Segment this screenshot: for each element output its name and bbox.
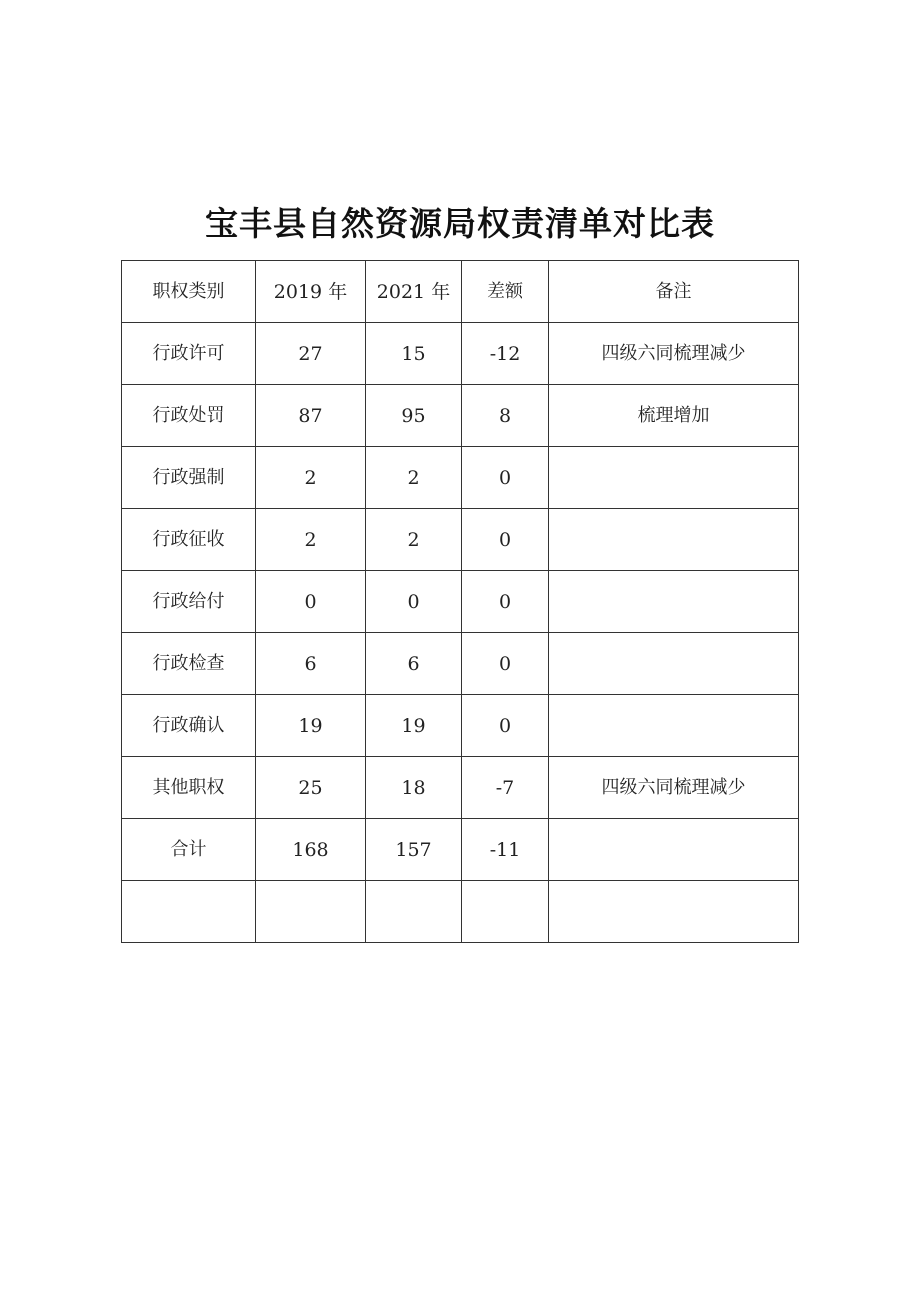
total-label-cell: 合计 bbox=[122, 819, 256, 881]
difference-cell: 0 bbox=[462, 695, 549, 757]
header-category: 职权类别 bbox=[122, 261, 256, 323]
value-2019-cell: 87 bbox=[256, 385, 366, 447]
table-row bbox=[122, 509, 799, 571]
remarks-cell bbox=[549, 819, 799, 881]
table-header-row bbox=[122, 261, 799, 323]
difference-cell: -7 bbox=[462, 757, 549, 819]
value-2021-cell: 2 bbox=[366, 509, 462, 571]
difference-cell: 8 bbox=[462, 385, 549, 447]
total-difference-cell: -11 bbox=[462, 819, 549, 881]
value-2021-cell: 15 bbox=[366, 323, 462, 385]
document-title: 宝丰县自然资源局权责清单对比表 bbox=[205, 204, 715, 243]
remarks-cell bbox=[549, 509, 799, 571]
value-2019-cell: 6 bbox=[256, 633, 366, 695]
value-2021-cell: 18 bbox=[366, 757, 462, 819]
category-cell: 行政强制 bbox=[122, 447, 256, 509]
category-cell: 行政许可 bbox=[122, 323, 256, 385]
empty-cell bbox=[256, 881, 366, 943]
value-2021-cell: 6 bbox=[366, 633, 462, 695]
total-2021-cell: 157 bbox=[366, 819, 462, 881]
table-row bbox=[122, 633, 799, 695]
value-2019-cell: 2 bbox=[256, 509, 366, 571]
category-cell: 行政确认 bbox=[122, 695, 256, 757]
header-difference: 差额 bbox=[462, 261, 549, 323]
value-2021-cell: 95 bbox=[366, 385, 462, 447]
header-2021: 2021 年 bbox=[366, 261, 462, 323]
value-2021-cell: 0 bbox=[366, 571, 462, 633]
value-2019-cell: 0 bbox=[256, 571, 366, 633]
table-row bbox=[122, 323, 799, 385]
table-row bbox=[122, 757, 799, 819]
empty-cell bbox=[366, 881, 462, 943]
category-cell: 行政给付 bbox=[122, 571, 256, 633]
header-2019: 2019 年 bbox=[256, 261, 366, 323]
empty-cell bbox=[122, 881, 256, 943]
remarks-cell bbox=[549, 447, 799, 509]
category-cell: 行政处罚 bbox=[122, 385, 256, 447]
category-cell: 行政检查 bbox=[122, 633, 256, 695]
table-row bbox=[122, 447, 799, 509]
value-2021-cell: 19 bbox=[366, 695, 462, 757]
difference-cell: -12 bbox=[462, 323, 549, 385]
difference-cell: 0 bbox=[462, 509, 549, 571]
empty-cell bbox=[549, 881, 799, 943]
difference-cell: 0 bbox=[462, 447, 549, 509]
category-cell: 行政征收 bbox=[122, 509, 256, 571]
value-2019-cell: 19 bbox=[256, 695, 366, 757]
remarks-cell: 四级六同梳理减少 bbox=[549, 323, 799, 385]
value-2019-cell: 25 bbox=[256, 757, 366, 819]
table-row bbox=[122, 695, 799, 757]
header-remarks: 备注 bbox=[549, 261, 799, 323]
value-2019-cell: 27 bbox=[256, 323, 366, 385]
value-2019-cell: 2 bbox=[256, 447, 366, 509]
remarks-cell bbox=[549, 633, 799, 695]
remarks-cell bbox=[549, 571, 799, 633]
empty-cell bbox=[462, 881, 549, 943]
difference-cell: 0 bbox=[462, 633, 549, 695]
table-empty-row bbox=[122, 881, 799, 943]
remarks-cell: 梳理增加 bbox=[549, 385, 799, 447]
value-2021-cell: 2 bbox=[366, 447, 462, 509]
table-total-row bbox=[122, 819, 799, 881]
table-row bbox=[122, 385, 799, 447]
comparison-table bbox=[121, 260, 799, 943]
difference-cell: 0 bbox=[462, 571, 549, 633]
remarks-cell: 四级六同梳理减少 bbox=[549, 757, 799, 819]
total-2019-cell: 168 bbox=[256, 819, 366, 881]
category-cell: 其他职权 bbox=[122, 757, 256, 819]
remarks-cell bbox=[549, 695, 799, 757]
table-row bbox=[122, 571, 799, 633]
